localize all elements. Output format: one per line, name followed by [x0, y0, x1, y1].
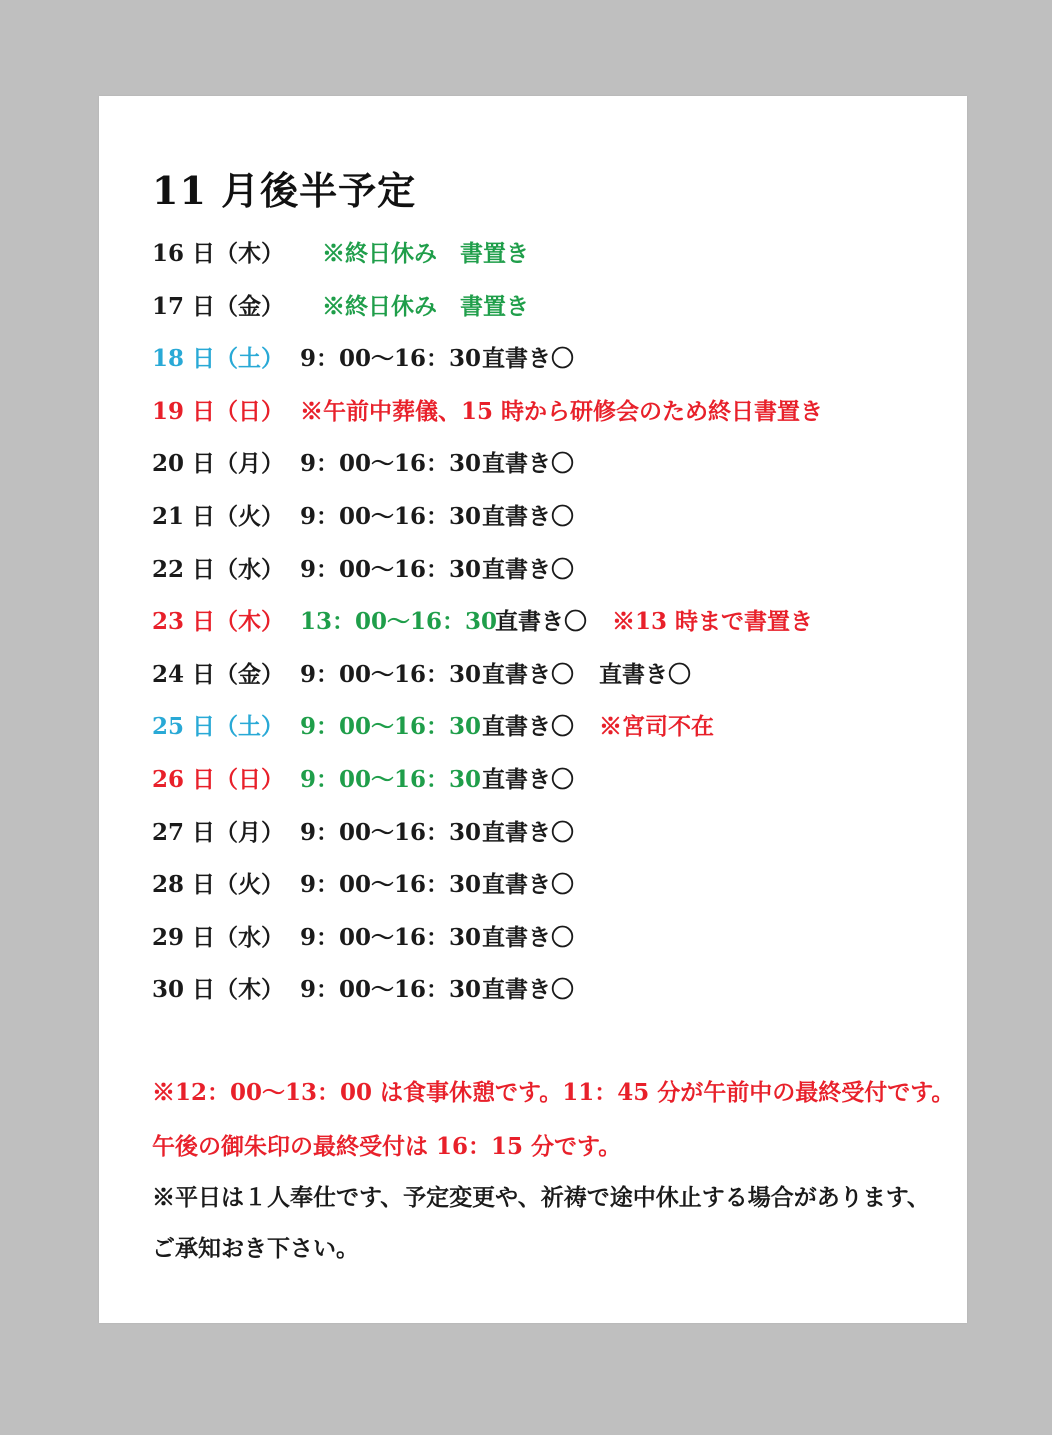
schedule-date: 25 日（土） — [152, 713, 285, 741]
schedule-date: 26 日（日） — [152, 766, 285, 793]
schedule-detail: 直書き〇 — [482, 450, 574, 478]
schedule-detail: 直書き〇 — [482, 766, 574, 793]
schedule-detail: ※終日休み 書置き — [322, 240, 529, 267]
note-line: 午後の御朱印の最終受付は 16：15 分です。 — [152, 1133, 622, 1160]
schedule-detail: 直書き〇 — [482, 818, 574, 846]
schedule-date: 18 日（土） — [152, 345, 285, 373]
schedule-detail: ※宮司不在 — [599, 713, 714, 741]
schedule-date: 22 日（水） — [152, 555, 285, 583]
schedule-detail: 9：00～16：30 — [300, 713, 482, 741]
schedule-date: 30 日（木） — [152, 976, 285, 1004]
schedule-detail: 9：00～16：30 — [300, 555, 482, 583]
schedule-date: 21 日（火） — [152, 503, 285, 530]
note-line: ※平日は１人奉仕です、予定変更や、祈祷で途中休止する場合があります、 — [152, 1184, 930, 1211]
schedule-date: 20 日（月） — [152, 450, 285, 478]
schedule-detail: ※13 時まで書置き — [612, 608, 814, 636]
schedule-detail: 9：00～16：30 — [300, 450, 482, 478]
schedule-detail: 9：00～16：30 — [300, 818, 482, 846]
schedule-detail: 直書き〇 — [482, 713, 574, 741]
note-line: ※12：00～13：00 は食事休憩です。11：45 分が午前中の最終受付です。 — [152, 1079, 955, 1106]
page-title: 11 月後半予定 — [152, 168, 417, 213]
schedule-date: 27 日（月） — [152, 818, 285, 846]
schedule-detail: 9：00～16：30 — [300, 660, 482, 688]
schedule-detail: 直書き〇 — [482, 660, 574, 688]
schedule-detail: ※終日休み 書置き — [322, 292, 529, 320]
schedule-detail: 9：00～16：30 — [300, 871, 482, 899]
schedule-date: 17 日（金） — [152, 292, 285, 320]
schedule-detail: 9：00～16：30 — [300, 345, 482, 373]
schedule-detail: 13：00～16：30 — [300, 608, 498, 636]
schedule-date: 24 日（金） — [152, 660, 285, 688]
schedule-detail: 直書き〇 — [482, 976, 574, 1004]
schedule-sheet — [99, 96, 967, 1323]
schedule-date: 28 日（火） — [152, 871, 285, 899]
schedule-detail: 直書き〇 — [482, 555, 574, 583]
schedule-detail: 9：00～16：30 — [300, 923, 482, 951]
schedule-detail: 9：00～16：30 — [300, 503, 482, 530]
schedule-detail: 9：00～16：30 — [300, 976, 482, 1004]
schedule-detail: 直書き〇 — [482, 503, 574, 530]
schedule-date: 19 日（日） — [152, 397, 285, 425]
schedule-date: 16 日（木） — [152, 240, 285, 267]
schedule-detail: 直書き〇 — [482, 923, 574, 951]
schedule-date: 29 日（水） — [152, 923, 285, 951]
schedule-detail: 9：00～16：30 — [300, 766, 482, 793]
schedule-date: 23 日（木） — [152, 608, 285, 636]
schedule-detail: ※午前中葬儀、15 時から研修会のため終日書置き — [300, 397, 824, 425]
schedule-detail: 直書き〇 — [495, 608, 587, 636]
schedule-detail: 直書き〇 — [482, 871, 574, 899]
schedule-detail: 直書き〇 — [599, 660, 691, 688]
note-line: ご承知おき下さい。 — [152, 1235, 359, 1262]
schedule-detail: 直書き〇 — [482, 345, 574, 373]
